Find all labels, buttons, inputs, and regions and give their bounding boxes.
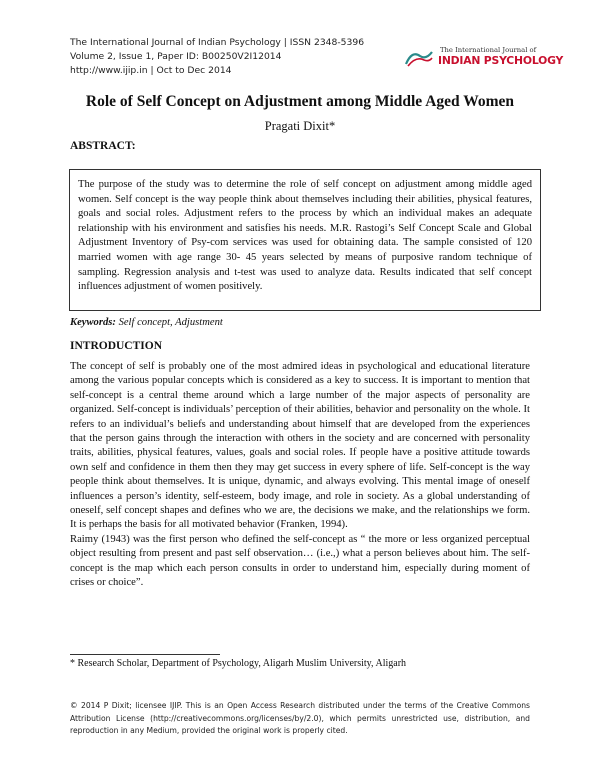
logo-subtitle: The International Journal of [440, 46, 537, 54]
intro-paragraph-2: Raimy (1943) was the first person who defined the self-concept as “ the more or less organized perceptual object resulting from present and past self observation… (i.e.,) what a person believes about him. The self-concept is the map which each person consults in order to understand him, especially during moment of crises or choice”. [70, 533, 530, 589]
journal-issn-line: The International Journal of Indian Psychology | ISSN 2348-5396 [70, 37, 365, 48]
footnote-divider [70, 654, 220, 655]
url-line: http://www.ijip.in | Oct to Dec 2014 [70, 65, 232, 76]
journal-header [70, 36, 364, 78]
keywords [70, 317, 223, 328]
journal-logo [404, 44, 564, 74]
paper-title: Role of Self Concept on Adjustment among Middle Aged Women [85, 93, 515, 110]
license-notice: © 2014 P Dixit; licensee IJIP. This is an Open Access Research distributed under the terms of the Creative Commons Attribution License (http://creativecommons.org/licenses/by/2.0), which permits unrestricted use, distribution, and reproduction in any Medium, provided the original work is properly cited. [70, 701, 530, 736]
abstract-heading: ABSTRACT: [70, 140, 136, 152]
abstract-text: The purpose of the study was to determine the role of self concept on adjustment among middle aged women. Self concept is the way people think about themselves including their abilities, physical features, goals and social roles. Adjustment refers to the process by which an individual makes an adequate relationship with his environment and satisfies his needs. M.R. Rastogi’s Self Concept Scale and Global Adjustment Inventory of Psy-com services was used for obtaining data. The sample consisted of 120 married women with age range 30- 45 years selected by means of purposive random technique of sampling. Regression analysis and t-test was used to analyze data. Results indicated that self concept influences adjustment of women positively. [78, 179, 532, 293]
logo-title: INDIAN PSYCHOLOGY [438, 54, 564, 67]
author-footnote: * Research Scholar, Department of Psychology, Aligarh Muslim University, Aligarh [70, 658, 407, 669]
keywords-label: Keywords: [70, 317, 116, 328]
volume-line: Volume 2, Issue 1, Paper ID: B00250V2I12014 [70, 51, 282, 62]
ijip-logo-icon [404, 48, 434, 68]
introduction-heading: INTRODUCTION [70, 340, 163, 352]
introduction-body [70, 360, 530, 591]
abstract-box [69, 169, 541, 311]
author-name: Pragati Dixit* [264, 119, 336, 133]
intro-paragraph-1: The concept of self is probably one of the most admired ideas in psychological and educational literature among the various popular concepts which is considered as a key to success. It is important to mention that self-concept is a central theme around which a large number of the major aspects of personality are organized. Self-concept is individuals’ perception of their abilities, behavior and personality on the whole. It refers to an individual’s beliefs and understanding about himself that are developed from the experiences that the person gains through the interaction with others in the society and are concerned with personality traits, abilities, physical features, values, goals and social roles. If people have a positive attitude towards own self and confidence in them then they may get success in every sphere of life. Self-concept is the way people think about themselves. It is unique, dynamic, and always evolving. This mental image of oneself influences a person’s identity, self-esteem, body image, and role in society. As a global understanding of oneself, self concept shapes and defines who we are, the decisions we make, and the relationships we form. It is perhaps the basis for all motivated behavior (Franken, 1994). [70, 361, 530, 531]
keywords-value: Self concept, Adjustment [118, 317, 223, 328]
